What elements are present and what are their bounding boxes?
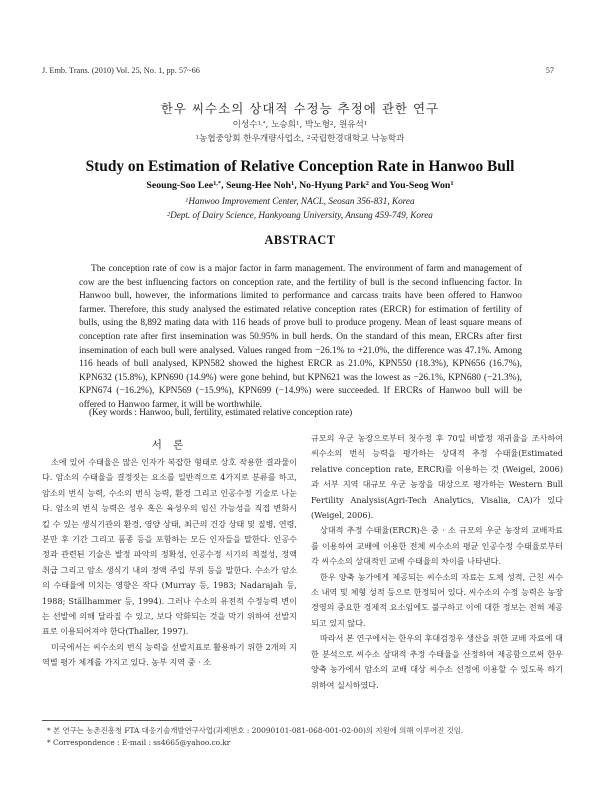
footnote-correspondence: * Correspondence : E-mail : ss4665@yahoo.co.kr — [47, 738, 231, 747]
footnotes — [47, 725, 567, 749]
english-affiliation-2: $^2$Dept. of Dairy Science, Hankyoung University, Ansung 459-749, Korea — [167, 210, 433, 220]
footnote-divider — [42, 720, 192, 721]
english-title: Study on Estimation of Relative Conception Rate in Hanwoo Bull — [85, 158, 515, 175]
journal-info: J. Emb. Trans. (2010) Vol. 25, No. 1, pp. 57~66 — [42, 66, 200, 75]
korean-affiliation: $^1$농협중앙회 한우개량사업소, $^2$국립한경대학교 낙농학과 — [195, 134, 405, 144]
body-paragraph: 소에 있어 수태율은 많은 인자가 복잡한 형태로 상호 작용한 결과물이다. 암소의 수태율을 결정짓는 요소를 일반적으로 4가지로 분류를 하고, 암소의 번식 능력, 수소의 번식 능력, 환경 그리고 인공수정 기술로 나눈다. 암소의 번식 능력은 성우 혹은 육성우의 임신 가능성을 직접 변화시킬 수 있는 생식기관의 환경, 영양 상태, 최근의 건강 상태 및 질병, 연령, 분만 후 기간 그리고 품종 등을 포함하는 모든 인자들을 말한다. 인공수정과 관련된 기술은 발정 파악의 정확성, 인공수정 시기의 적절성, 정액 취급 그리고 암소 생식기 내의 정액 주입 부위 등을 말한다. 수소가 암소의 수태율에 미치는 영향은 작다 (Murray 등, 1983; Nadarajah 등, 1988; Ställhammer 등, 1994). 그러나 수소의 유전적 수정능력 변이는 선발에 의해 달라질 수 있고, 보다 악화되는 것을 막기 위하여 선발지표로 이용되어져야 한다(Thaller, 1997). — [42, 457, 297, 637]
abstract-heading: ABSTRACT — [264, 233, 336, 247]
body-paragraph: 상대적 추정 수태율(ERCR)은 중 · 소 규모의 우군 농장의 교배자료를 이용하여 교배에 이용한 전체 씨수소의 평균 인공수정 수태율로부터 각 씨수소의 상대적인 교배 수태율의 차이를 나타낸다. — [311, 525, 563, 567]
abstract-paragraph: The conception rate of cow is a major factor in farm management. The environment of farm and management of cow are the best influencing factors on conception rate, and the fertility of bull is the second influencing factor. In Hanwoo bull, however, the informations limited to performance and carcass traits have been offered to Hanwoo farmer. Therefore, this study analysed the estimated relative conception rates (ERCR) for estimation of fertility of bulls, using the 8,892 mating data with 116 heads of prove bull to produce progeny. Mean of least square means of conception rate after first insemination was 50.95% in bull herds. On the standard of this mean, ERCRs after first insemination of each bull were analysed. Values ranged from −26.1% to +21.0%, the difference was 47.1%. Among 116 heads of bull analysed, KPN582 showed the highest ERCR as 21.0%, KPN550 (18.3%), KPN656 (16.7%), KPN632 (15.8%), KPN690 (14.9%) were gone behind, but KPN621 was the lowest as −26.1%, KPN680 (−21.3%), KPN674 (−16.2%), KPN569 (−15.9%), KPN699 (−14.9%) were succeeded. If ERCRs of Hanwoo bull will be offered to Hanwoo farmer, it will be worthwhile. — [79, 264, 522, 410]
section-heading-introduction: 서 론 — [151, 439, 188, 451]
korean-authors: 이성수$^{1,*}$, 노승희$^1$, 박노형$^2$, 원유석$^1$ — [232, 120, 368, 130]
body-paragraph: 미국에서는 씨수소의 번식 능력을 선발지표로 활용하기 위한 2개의 지역별 평가 체계를 가지고 있다. 농부 지역 중 · 소 — [42, 641, 297, 668]
english-affiliation-1: $^1$Hanwoo Improvement Center, NACL, Seosan 356-831, Korea — [185, 196, 415, 206]
running-header — [42, 66, 554, 78]
keywords: (Key words : Hanwoo, bull, fertility, estimated relative conception rate) — [89, 407, 353, 417]
footnote-funding: * 본 연구는 농촌진흥청 FTA 대응기술개발연구사업(과제번호 : 20090101-081-068-001-02-00)의 지원에 의해 이루어진 것임. — [47, 726, 464, 735]
left-column — [42, 455, 297, 671]
page-number: 57 — [545, 66, 554, 75]
body-paragraph: 한우 양축 농가에게 제공되는 씨수소의 자료는 도체 성적, 근친 씨수소 내역 및 체형 성적 등으로 한정되어 있다. 씨수소의 수정 능력은 농장 경영의 중요한 경제적 요소임에도 불구하고 이에 대한 정보는 전혀 제공되고 있지 않다. — [311, 571, 563, 628]
body-paragraph: 따라서 본 연구에서는 한우의 후대검정우 생산을 위한 교배 자료에 대한 분석으로 씨수소 상대적 추정 수태율을 산정하여 제공함으로써 한우 양축 농가에서 암소의 교배 대상 씨수소 선정에 이용할 수 있도록 하기 위하여 실시하였다. — [311, 633, 563, 690]
right-column — [311, 431, 563, 693]
korean-title: 한우 씨수소의 상대적 수정능 추정에 관한 연구 — [160, 101, 440, 116]
abstract-body — [79, 263, 522, 413]
english-authors: Seoung-Soo Lee$^{1,*}$, Seung-Hee Noh$^1$, No-Hyung Park$^2$ and You-Seog Won$^1$ — [146, 180, 454, 191]
body-paragraph: 규모의 우군 농장으로부터 첫수정 후 70일 비발정 재귀율을 조사하여 씨수소의 번식 능력을 평가하는 상대적 추정 수태율(Estimated relative conception rate, ERCR)를 이용하는 것 (Weigel, 2006)과 서부 지역 대규모 우군 농장을 대상으로 평가하는 Western Bull Fertility Analysis(Agri-Tech Analytics, Visalia, CA)가 있다(Weigel, 2006). — [311, 433, 563, 521]
